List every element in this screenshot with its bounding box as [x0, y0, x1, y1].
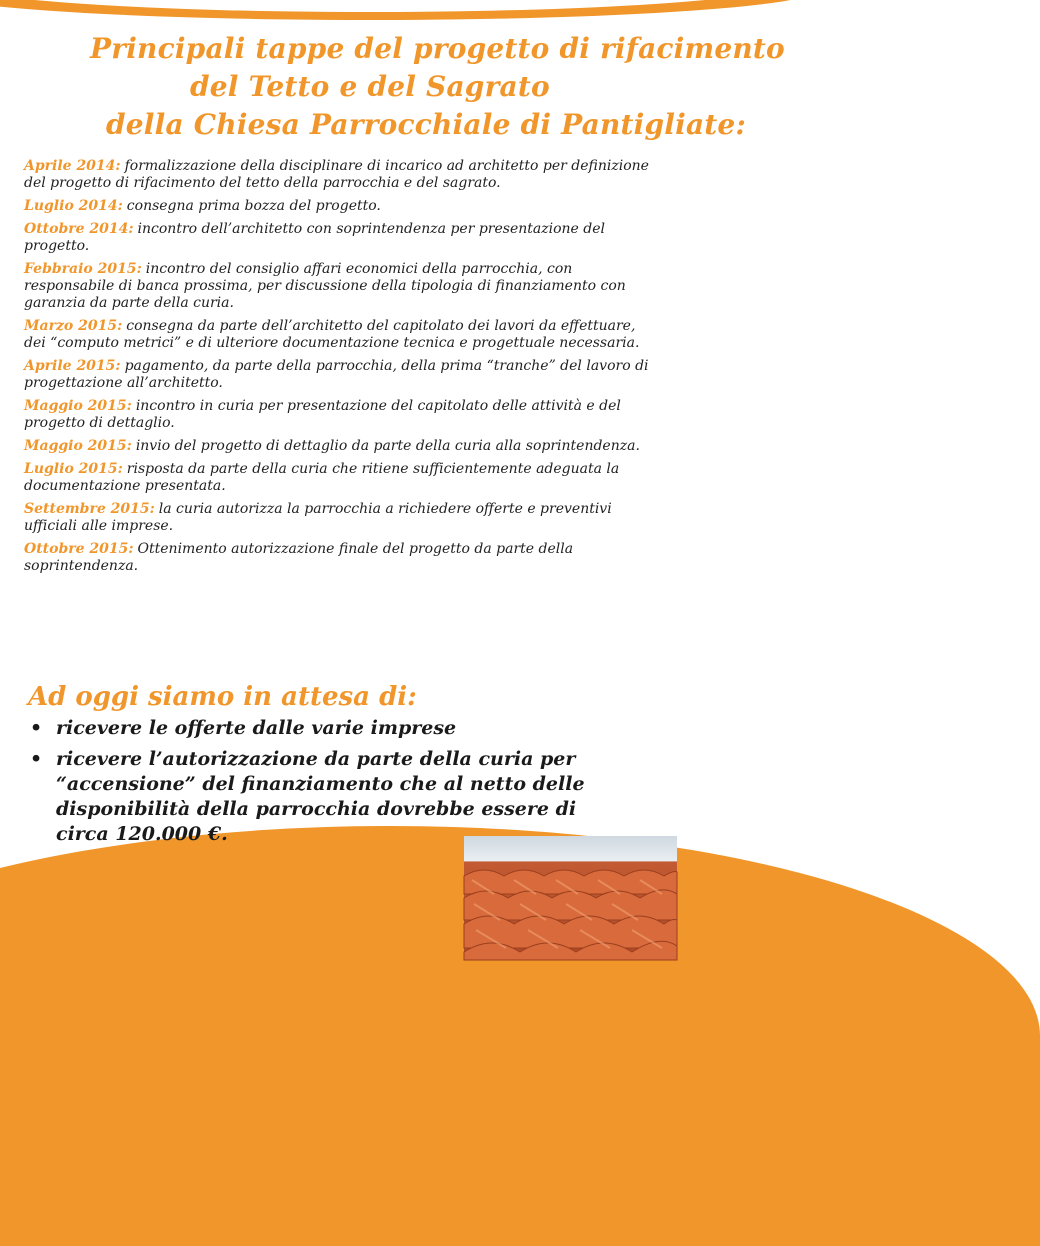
waiting-heading: Ad oggi siamo in attesa di:: [28, 682, 417, 712]
list-item: [28, 747, 628, 847]
bullet-icon: •: [30, 748, 43, 770]
title-line-1: Principali tappe del progetto di rifacimento: [90, 32, 785, 65]
entry-text: consegna prima bozza del progetto.: [126, 198, 381, 214]
entry-date: Ottobre 2014:: [24, 221, 134, 237]
timeline-entry: [24, 358, 660, 392]
roof-tiles-photo: [464, 836, 677, 960]
timeline-entry: [24, 438, 660, 455]
timeline-entry: [24, 541, 660, 575]
entry-text: incontro dell’architetto con soprintendenza per presentazione del progetto.: [24, 221, 606, 254]
timeline-entry: [24, 501, 660, 535]
entry-date: Maggio 2015:: [24, 398, 132, 414]
entry-date: Luglio 2014:: [24, 198, 123, 214]
entry-text: pagamento, da parte della parrocchia, della prima “tranche” del lavoro di progettazione all’architetto.: [24, 358, 649, 391]
timeline-entry: [24, 461, 660, 495]
bullet-icon: •: [30, 717, 43, 739]
timeline-entry: [24, 261, 660, 312]
entry-date: Aprile 2014:: [24, 158, 121, 174]
timeline-entry: [24, 398, 660, 432]
title-line-3: della Chiesa Parrocchiale di Pantigliate:: [106, 108, 746, 141]
entry-date: Marzo 2015:: [24, 318, 123, 334]
timeline-entry: [24, 318, 660, 352]
timeline-entry: [24, 198, 660, 215]
timeline: [24, 158, 660, 581]
entry-text: incontro del consiglio affari economici della parrocchia, con responsabile di banca prossima, per discussione della tipologia di finanziamento con garanzia da parte della curia.: [24, 261, 626, 311]
entry-date: Aprile 2015:: [24, 358, 121, 374]
entry-text: Ottenimento autorizzazione finale del progetto da parte della soprintendenza.: [24, 541, 574, 574]
entry-date: Febbraio 2015:: [24, 261, 142, 277]
list-item-text: ricevere le offerte dalle varie imprese: [56, 717, 457, 739]
entry-text: incontro in curia per presentazione del capitolato delle attività e del progetto di dettaglio.: [24, 398, 621, 431]
list-item: [28, 716, 628, 741]
title-line-2: del Tetto e del Sagrato: [190, 70, 550, 103]
entry-text: risposta da parte della curia che ritiene sufficientemente adeguata la documentazione presentata.: [24, 461, 620, 494]
entry-date: Maggio 2015:: [24, 438, 132, 454]
entry-text: consegna da parte dell’architetto del capitolato dei lavori da effettuare, dei “computo metrici” e di ulteriore documentazione tecnica e progettuale necessaria.: [24, 318, 640, 351]
waiting-list: [28, 716, 628, 853]
entry-date: Ottobre 2015:: [24, 541, 134, 557]
entry-date: Settembre 2015:: [24, 501, 155, 517]
timeline-entry: [24, 221, 660, 255]
roof-tiles-illustration: [464, 836, 677, 960]
entry-text: invio del progetto di dettaglio da parte della curia alla soprintendenza.: [135, 438, 640, 454]
page-title: [82, 30, 785, 144]
entry-text: formalizzazione della disciplinare di incarico ad architetto per definizione del progetto di rifacimento del tetto della parrocchia e del sagrato.: [24, 158, 649, 191]
entry-date: Luglio 2015:: [24, 461, 123, 477]
timeline-entry: [24, 158, 660, 192]
list-item-text: ricevere l’autorizzazione da parte della curia per “accensione” del finanziamento che al netto delle disponibilità della parrocchia dovrebbe essere di circa 120.000 €.: [56, 748, 585, 845]
entry-text: la curia autorizza la parrocchia a richiedere offerte e preventivi ufficiali alle imprese.: [24, 501, 612, 534]
